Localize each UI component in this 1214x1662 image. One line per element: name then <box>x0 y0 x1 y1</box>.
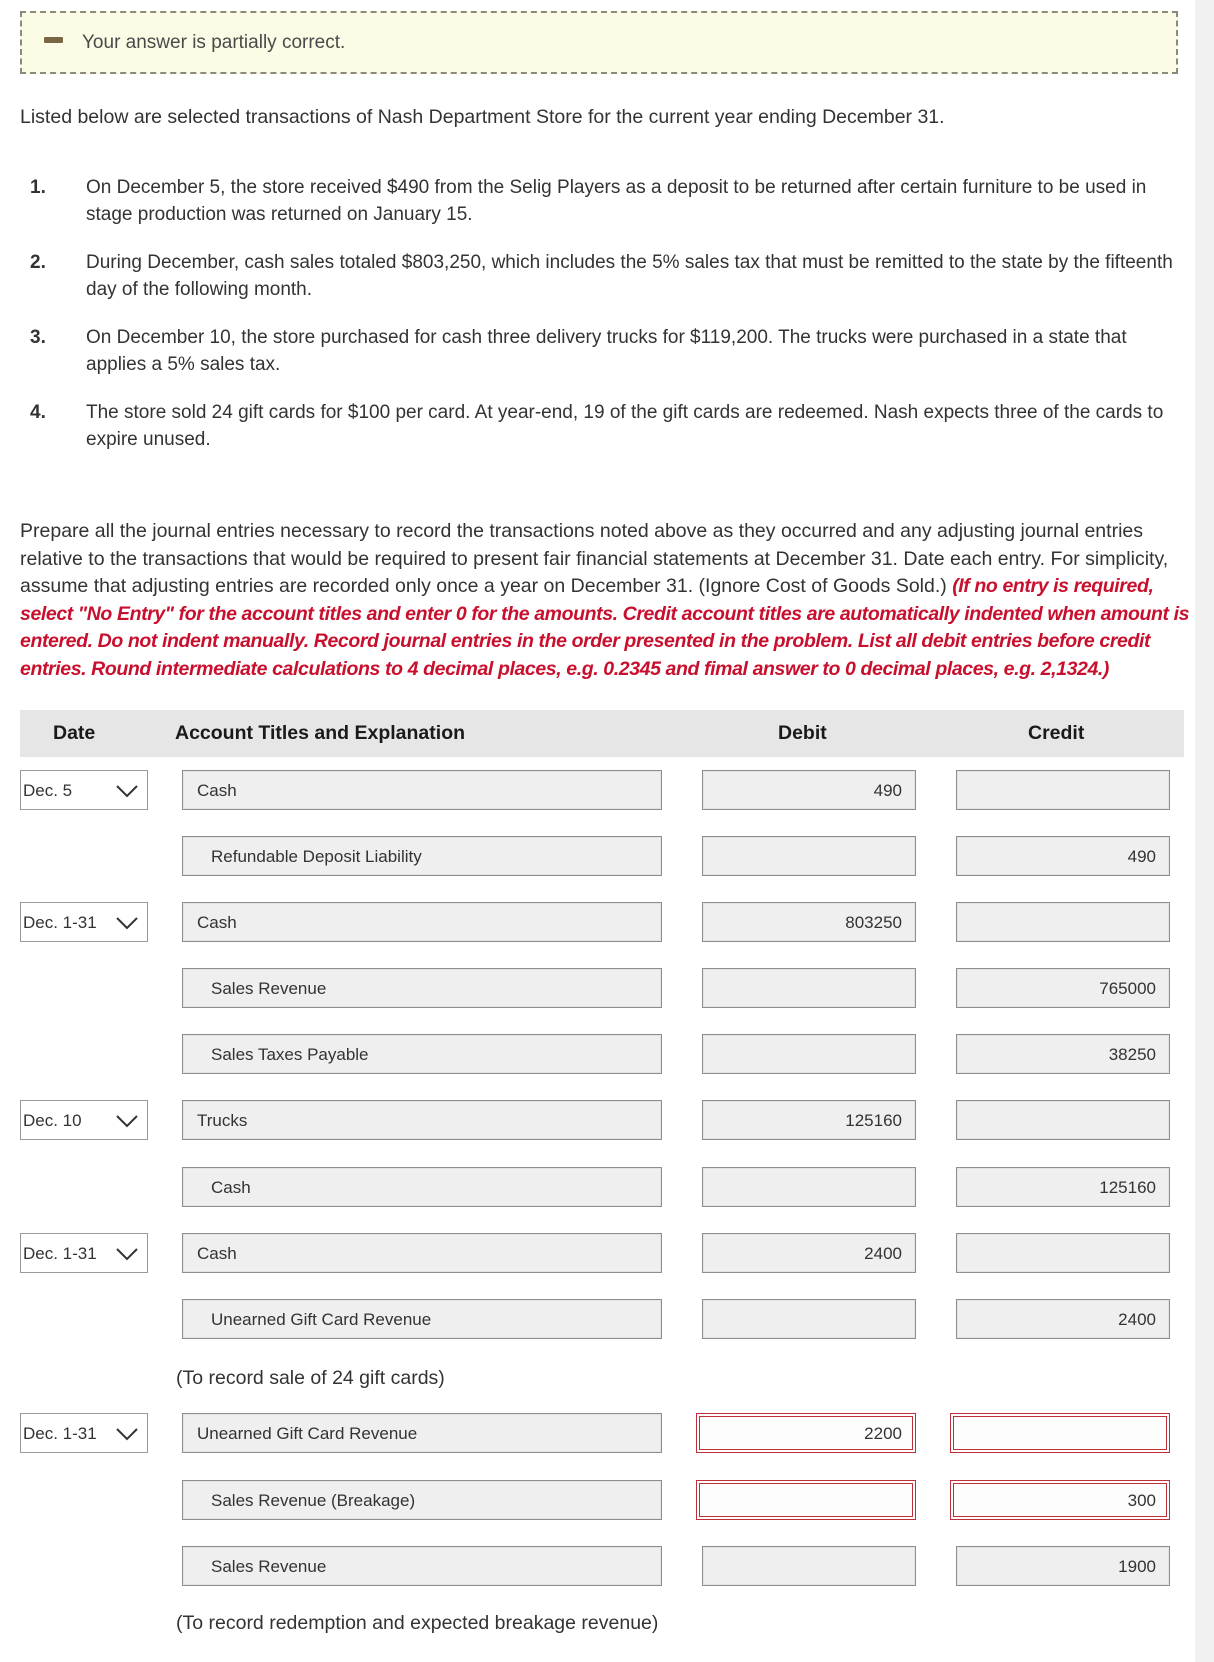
account-title-input[interactable]: Cash <box>182 902 662 942</box>
credit-input-incorrect[interactable]: 300 <box>950 1480 1170 1520</box>
header-debit: Debit <box>778 722 827 744</box>
account-title-input[interactable]: Unearned Gift Card Revenue <box>182 1413 662 1453</box>
debit-input-incorrect[interactable] <box>696 1480 916 1520</box>
transaction-number: 1. <box>30 177 46 198</box>
debit-input[interactable]: 125160 <box>702 1100 916 1140</box>
debit-input[interactable]: 2400 <box>702 1233 916 1273</box>
header-date: Date <box>53 722 96 744</box>
date-value: Dec. 10 <box>23 1111 82 1130</box>
account-title-input[interactable]: Sales Revenue (Breakage) <box>182 1480 662 1520</box>
transaction-number: 4. <box>30 402 46 423</box>
transaction-number: 2. <box>30 252 46 273</box>
credit-input[interactable]: 2400 <box>956 1299 1170 1339</box>
account-title-input[interactable]: Cash <box>182 1233 662 1273</box>
feedback-message: Your answer is partially correct. <box>82 32 346 53</box>
date-select[interactable] <box>20 1100 148 1140</box>
debit-input[interactable] <box>702 968 916 1008</box>
chevron-down-icon <box>115 916 139 930</box>
account-title-input[interactable]: Cash <box>182 1167 662 1207</box>
date-value: Dec. 1-31 <box>23 1424 97 1443</box>
debit-input[interactable] <box>702 1546 916 1586</box>
chevron-down-icon <box>115 1427 139 1441</box>
credit-input[interactable]: 125160 <box>956 1167 1170 1207</box>
debit-input[interactable]: 803250 <box>702 902 916 942</box>
account-title-input[interactable]: Refundable Deposit Liability <box>182 836 662 876</box>
account-title-input[interactable]: Sales Revenue <box>182 968 662 1008</box>
entry-explanation: (To record sale of 24 gift cards) <box>176 1367 445 1389</box>
date-select[interactable] <box>20 902 148 942</box>
transaction-text: On December 10, the store purchased for cash three delivery trucks for $119,200. The trucks were purchased in a state that applies a 5% sales tax. <box>86 327 1127 375</box>
date-value: Dec. 1-31 <box>23 1244 97 1263</box>
account-title-input[interactable]: Cash <box>182 770 662 810</box>
date-select[interactable] <box>20 1233 148 1273</box>
credit-input-incorrect[interactable] <box>950 1413 1170 1453</box>
chevron-down-icon <box>115 1247 139 1261</box>
instructions-note: (If no entry is required, select "No Entry" for the account titles and enter 0 for the amounts. Credit account titles are automatically indented when amount is entered. Do not indent manually. Record journal entries in the order presented in the problem. List all debit entries before credit entries. Round intermediate calculations to 4 decimal places, e.g. 0.2345 and fimal answer to 0 decimal places, e.g. 2,1324.) <box>20 575 1190 680</box>
date-select[interactable] <box>20 1413 148 1453</box>
instructions <box>20 518 1192 683</box>
credit-input[interactable] <box>956 1100 1170 1140</box>
chevron-down-icon <box>115 1114 139 1128</box>
debit-input[interactable]: 490 <box>702 770 916 810</box>
instructions-text: Prepare all the journal entries necessary to record the transactions noted above as they occurred and any adjusting journal entries relative to the transactions that would be required to present fair financial statements at December 31. Date each entry. For simplicity, assume that adjusting entries are recorded only once a year on December 31. (Ignore Cost of Goods Sold.) <box>20 520 1169 597</box>
account-title-input[interactable]: Sales Taxes Payable <box>182 1034 662 1074</box>
debit-input[interactable] <box>702 1034 916 1074</box>
date-select[interactable] <box>20 770 148 810</box>
credit-input[interactable]: 490 <box>956 836 1170 876</box>
debit-input[interactable] <box>702 1299 916 1339</box>
feedback-banner <box>20 11 1178 74</box>
credit-input[interactable]: 1900 <box>956 1546 1170 1586</box>
account-title-input[interactable]: Sales Revenue <box>182 1546 662 1586</box>
journal-table-header <box>20 710 1184 757</box>
credit-input[interactable]: 765000 <box>956 968 1170 1008</box>
date-value: Dec. 1-31 <box>23 913 97 932</box>
debit-input-incorrect[interactable]: 2200 <box>696 1413 916 1453</box>
transaction-text: On December 5, the store received $490 from the Selig Players as a deposit to be returned after certain furniture to be used in stage production was returned on January 15. <box>86 177 1147 225</box>
credit-input[interactable] <box>956 1233 1170 1273</box>
header-credit: Credit <box>1028 722 1085 744</box>
debit-input[interactable] <box>702 1167 916 1207</box>
chevron-down-icon <box>115 784 139 798</box>
transaction-text: During December, cash sales totaled $803,250, which includes the 5% sales tax that must be remitted to the state by the fifteenth day of the following month. <box>86 252 1173 300</box>
transaction-text: The store sold 24 gift cards for $100 per card. At year-end, 19 of the gift cards are redeemed. Nash expects three of the cards to expire unused. <box>86 402 1164 450</box>
partial-correct-icon <box>44 37 63 43</box>
account-title-input[interactable]: Unearned Gift Card Revenue <box>182 1299 662 1339</box>
credit-input[interactable]: 38250 <box>956 1034 1170 1074</box>
date-value: Dec. 5 <box>23 781 73 800</box>
credit-input[interactable] <box>956 902 1170 942</box>
debit-input[interactable] <box>702 836 916 876</box>
problem-intro: Listed below are selected transactions of Nash Department Store for the current year ending December 31. <box>20 106 945 128</box>
entry-explanation: (To record redemption and expected breakage revenue) <box>176 1612 659 1634</box>
account-title-input[interactable]: Trucks <box>182 1100 662 1140</box>
header-account: Account Titles and Explanation <box>175 722 466 744</box>
transaction-number: 3. <box>30 327 46 348</box>
credit-input[interactable] <box>956 770 1170 810</box>
page-scroll-gutter <box>1195 0 1214 1662</box>
